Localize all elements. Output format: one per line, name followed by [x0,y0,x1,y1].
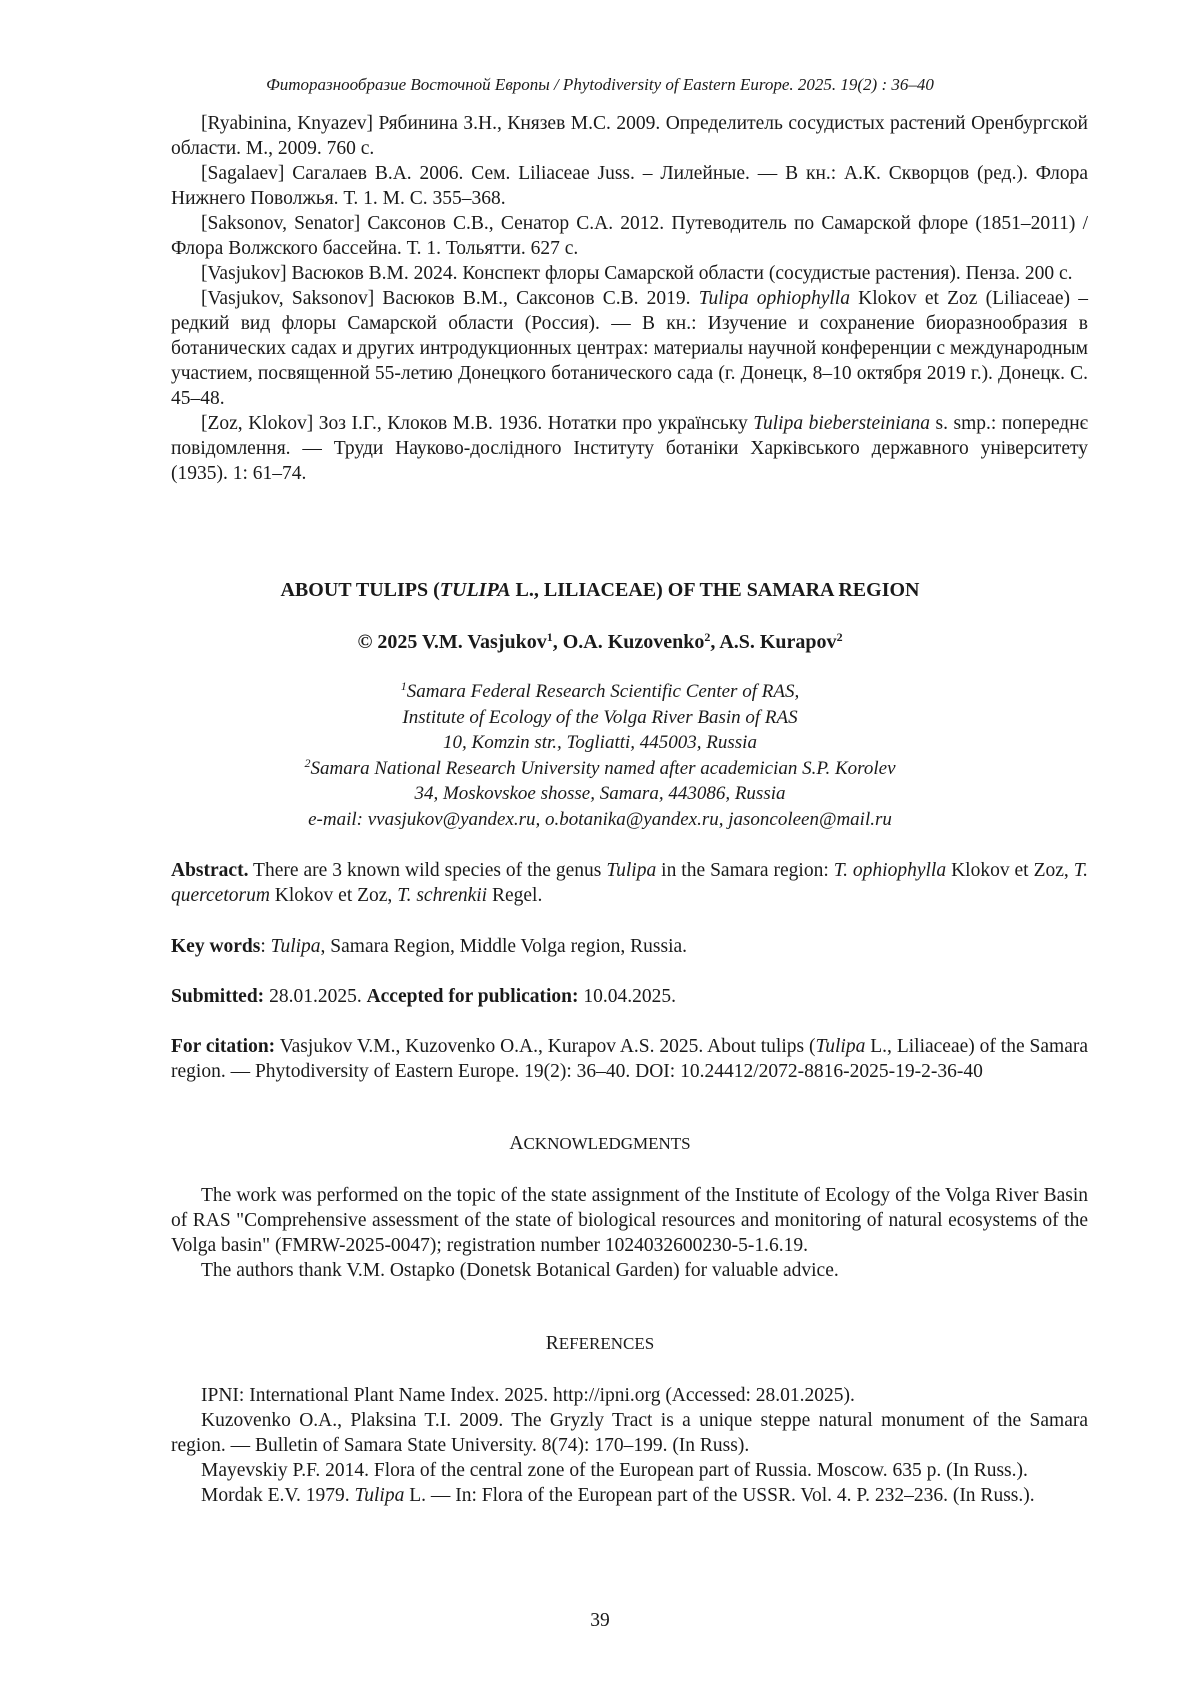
author-line: © 2025 V.M. Vasjukov1, O.A. Kuzovenko2, A.S. Kurapov2 [0,630,1200,655]
acknowledgments-paragraph: The work was performed on the topic of the state assignment of the Institute of Ecology of the Volga River Basin of RAS "Comprehensive assessment of the state of biological resources and monitoring of natural ecosystems of the Volga basin" (FMRW-2025-0047); registration number 1024032600230-5-1.6.19. [171,1183,1088,1258]
affiliation-line: 2Samara National Research University named after academician S.P. Korolev [0,756,1200,782]
abstract: Abstract. There are 3 known wild species of the genus Tulipa in the Samara region: T. ophiophylla Klokov et Zoz, T. quercetorum Klokov et Zoz, T. schrenkii Regel. [171,858,1088,908]
affiliation-line: 1Samara Federal Research Scientific Center of RAS, [0,679,1200,705]
affiliations [0,679,1200,833]
reference-entry: [Zoz, Klokov] Зоз І.Г., Клоков М.В. 1936. Нотатки про українську Tulipa biebersteiniana s. smp.: попереднє повідомлення. — Труди Науково-дослідного Інституту ботаніки Харківського державного університету (1935). 1: 61–74. [171,411,1088,486]
acknowledgments-paragraph: The authors thank V.M. Ostapko (Donetsk Botanical Garden) for valuable advice. [171,1258,1088,1283]
document-page [0,0,1200,1697]
running-head: Фиторазнообразие Восточной Европы / Phytodiversity of Eastern Europe. 2025. 19(2) : 36–40 [0,72,1200,97]
article-title: ABOUT TULIPS (TULIPA L., LILIACEAE) OF THE SAMARA REGION [0,578,1200,603]
affiliation-line: Institute of Ecology of the Volga River Basin of RAS [0,705,1200,731]
reference-entry: [Ryabinina, Knyazev] Рябинина З.Н., Князев М.С. 2009. Определитель сосудистых растений Оренбургской области. М., 2009. 760 с. [171,111,1088,161]
acknowledgments-body [171,1183,1088,1283]
affiliation-line: 34, Moskovskoe shosse, Samara, 443086, Russia [0,781,1200,807]
reference-entry: Mordak E.V. 1979. Tulipa L. — In: Flora of the European part of the USSR. Vol. 4. P. 232–236. (In Russ.). [171,1483,1088,1508]
reference-entry: [Vasjukov] Васюков В.М. 2024. Конспект флоры Самарской области (сосудистые растения). Пенза. 200 с. [171,261,1088,286]
reference-list [171,1383,1088,1508]
author-name: V.M. Vasjukov [422,631,547,653]
reference-entry: [Vasjukov, Saksonov] Васюков В.М., Саксонов С.В. 2019. Tulipa ophiophylla Klokov et Zoz (Liliaceae) – редкий вид флоры Самарской области (Россия). — В кн.: Изучение и сохранение биоразнообразия в ботанических садах и других интродукционных центрах: материалы научной конференции с международным участием, посвященной 55-летию Донецкого ботанического сада (г. Донецк, 8–10 октября 2019 г.). Донецк. С. 45–48. [171,286,1088,411]
citation: For citation: Vasjukov V.M., Kuzovenko O.A., Kurapov A.S. 2025. About tulips (Tulipa L., Liliaceae) of the Samara region. — Phytodiversity of Eastern Europe. 19(2): 36–40. DOI: 10.24412/2072-8816-2025-19-2-36-40 [171,1034,1088,1084]
reference-entry: [Saksonov, Senator] Саксонов С.В., Сенатор С.А. 2012. Путеводитель по Самарской флоре (1851–2011) / Флора Волжского бассейна. Т. 1. Тольятти. 627 с. [171,211,1088,261]
email-line: e-mail: vvasjukov@yandex.ru, o.botanika@yandex.ru, jasoncoleen@mail.ru [0,807,1200,833]
acknowledgments-heading: ACKNOWLEDGMENTS [0,1131,1200,1156]
submission-dates: Submitted: 28.01.2025. Accepted for publication: 10.04.2025. [171,984,1088,1009]
reference-entry: Mayevskiy P.F. 2014. Flora of the central zone of the European part of Russia. Moscow. 635 p. (In Russ.). [171,1458,1088,1483]
author-name: O.A. Kuzovenko [563,631,705,653]
references-heading: REFERENCES [0,1331,1200,1356]
affiliation-line: 10, Komzin str., Togliatti, 445003, Russia [0,730,1200,756]
page-number: 39 [0,1608,1200,1633]
keywords: Key words: Tulipa, Samara Region, Middle Volga region, Russia. [171,934,1088,959]
reference-list-continued [171,111,1088,486]
reference-entry: [Sagalaev] Сагалаев В.А. 2006. Сем. Liliaceae Juss. – Лилейные. — В кн.: А.К. Скворцов (ред.). Флора Нижнего Поволжья. Т. 1. М. С. 355–368. [171,161,1088,211]
reference-entry: IPNI: International Plant Name Index. 2025. http://ipni.org (Accessed: 28.01.2025). [171,1383,1088,1408]
author-name: A.S. Kurapov [719,631,836,653]
reference-entry: Kuzovenko O.A., Plaksina T.I. 2009. The Gryzly Tract is a unique steppe natural monument of the Samara region. — Bulletin of Samara State University. 8(74): 170–199. (In Russ). [171,1408,1088,1458]
